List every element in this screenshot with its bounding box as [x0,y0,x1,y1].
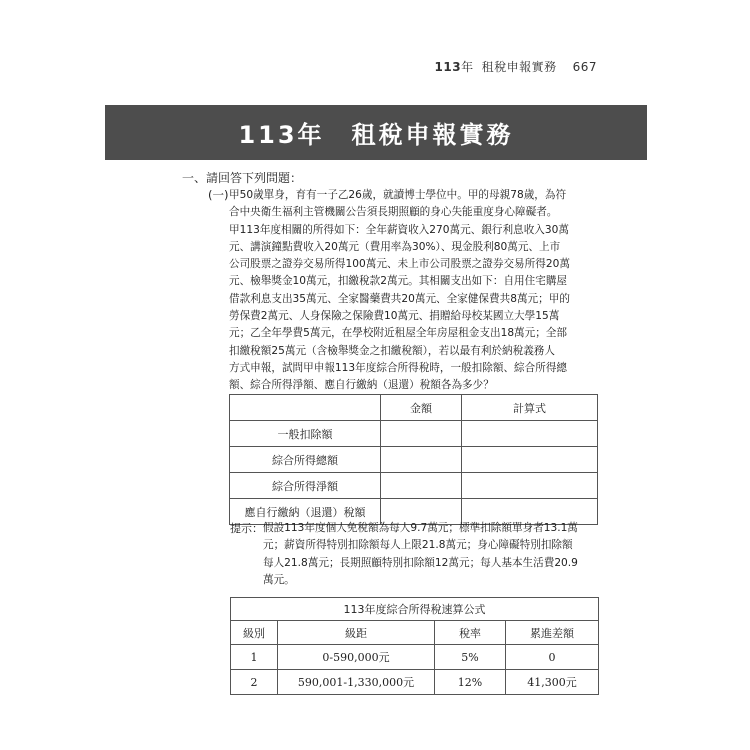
header-blank [230,395,381,421]
question-heading [182,169,302,186]
rate-cell: 5% [435,645,506,670]
sub-question-text [229,187,601,395]
difference-cell: 0 [506,645,599,670]
running-header [435,58,598,75]
formula-cell [462,421,598,447]
text-line: 元、檢舉獎金10萬元，扣繳稅款2萬元。其相關支出如下：自用住宅購屋 [229,275,568,288]
formula-cell [462,447,598,473]
header-formula: 計算式 [462,395,598,421]
text-line: 扣繳稅額25萬元（含檢舉獎金之扣繳稅額），若以最有利於納稅義務人 [229,344,555,357]
level-cell: 1 [231,645,278,670]
table-row [230,473,598,499]
bracket-cell: 590,001-1,330,000元 [278,670,435,695]
text-line: 勞保費2萬元、人身保險之保險費10萬元、捐贈給母校某國立大學15萬 [229,310,560,323]
page-number: 667 [572,60,597,74]
tax-rate-table [230,597,599,695]
row-label: 應自行繳納（退還）稅額 [230,499,381,525]
hint-line: 萬元。 [263,573,295,586]
answer-table-header [230,395,598,421]
rate-table-caption: 113年度綜合所得稅速算公式 [231,598,599,621]
text-line: 方式申報，試問甲申報113年度綜合所得稅時，一般扣除額、綜合所得總 [229,361,568,374]
question-prompt: 請回答下列問題： [206,171,303,185]
text-line: 合中央衛生福利主管機關公告須長期照顧的身心失能重度身心障礙者。 [229,206,558,219]
header-rate: 稅率 [435,621,506,645]
level-cell: 2 [231,670,278,695]
chapter-banner [105,105,647,160]
header-amount: 金額 [381,395,462,421]
rate-cell: 12% [435,670,506,695]
header-progressive-difference: 累進差額 [506,621,599,645]
text-line: 借款利息支出35萬元、全家醫藥費共20萬元、全家健保費共8萬元；甲的 [229,292,570,305]
table-row [230,447,598,473]
text-line: 甲50歲單身，育有一子乙26歲，就讀博士學位中。甲的母親78歲，為符 [229,189,567,201]
table-row [231,670,599,695]
row-label: 一般扣除額 [230,421,381,447]
hint-line: 元；薪資所得特別扣除額每人上限21.8萬元；身心障礙特別扣除額 [263,539,573,552]
header-bracket: 級距 [278,621,435,645]
banner-title: 113年 租稅申報實務 [238,121,514,149]
formula-cell [462,473,598,499]
amount-cell [381,473,462,499]
answer-table [229,394,598,525]
hint-text [263,520,599,589]
row-label: 綜合所得總額 [230,447,381,473]
hint-line: 每人21.8萬元；長期照顧特別扣除額12萬元；每人基本生活費20.9 [263,556,578,569]
amount-cell [381,447,462,473]
hint-label: 提示： [230,522,263,535]
text-line: 元；乙全年學費5萬元，在學校附近租屋全年房屋租金支出18萬元；全部 [229,327,568,340]
table-row [230,421,598,447]
rate-table-header [231,621,599,645]
question-number: 一、 [182,171,207,185]
difference-cell: 41,300元 [506,670,599,695]
header-year: 113 [434,60,462,74]
text-line: 甲113年度相關的所得如下：全年薪資收入270萬元、銀行利息收入30萬 [229,223,569,236]
row-label: 綜合所得淨額 [230,473,381,499]
table-row [231,645,599,670]
header-level: 級別 [231,621,278,645]
sub-question-label: (一) [208,188,229,202]
amount-cell [381,421,462,447]
hint-line: 假設113年度個人免稅額為每人9.7萬元；標準扣除額單身者13.1萬 [263,522,578,534]
text-line: 元、講演鐘點費收入20萬元（費用率為30%）、現金股利80萬元、上市 [229,240,561,253]
header-year-suffix: 年 [461,60,474,74]
header-title: 租稅申報實務 [481,60,557,74]
text-line: 額、綜合所得淨額、應自行繳納（退還）稅額各為多少？ [229,379,494,392]
text-line: 公司股票之證券交易所得100萬元、未上市公司股票之證券交易所得20萬 [229,258,570,271]
bracket-cell: 0-590,000元 [278,645,435,670]
